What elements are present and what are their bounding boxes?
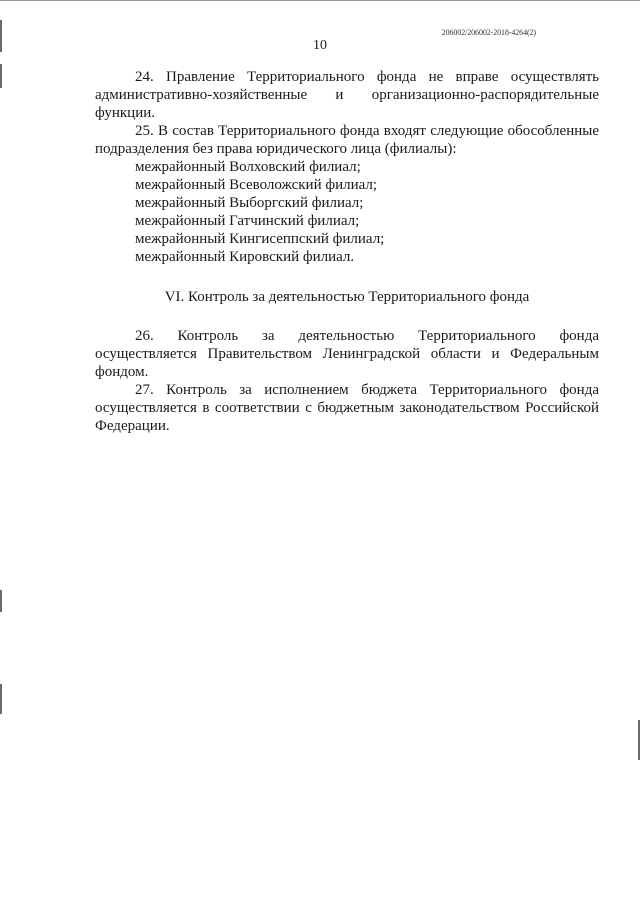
section-heading: VI. Контроль за деятельностью Территориального фонда: [164, 289, 530, 305]
paragraph-27: 27. Контроль за исполнением бюджета Территориального фонда осуществляется в соответствии с бюджетным законодательством Российской Федерации.: [95, 382, 599, 434]
paragraph-26: 26. Контроль за деятельностью Территориального фонда осуществляется Правительством Ленинградской области и Федеральным фондом.: [95, 328, 599, 380]
scan-edge-mark: [0, 590, 2, 612]
scan-edge-mark: [0, 64, 2, 88]
branch-item: межрайонный Волховский филиал;: [135, 159, 361, 175]
scan-edge-top: [0, 0, 640, 1]
branch-item: межрайонный Выборгский филиал;: [135, 195, 364, 211]
paragraph-25: 25. В состав Территориального фонда входят следующие обособленные подразделения без права юридического лица (филиалы):: [95, 123, 599, 157]
branch-item: межрайонный Гатчинский филиал;: [135, 213, 360, 229]
branch-item: межрайонный Кировский филиал.: [135, 249, 355, 265]
document-body: [95, 68, 599, 435]
page-number: 10: [313, 38, 327, 53]
branch-item: межрайонный Всеволожский филиал;: [135, 177, 378, 193]
paragraph-24: 24. Правление Территориального фонда не вправе осуществлять административно-хозяйственные и организационно-распорядительные функции.: [95, 69, 599, 121]
document-id: 206002/206002-2018-4264(2): [441, 28, 536, 37]
scan-edge-mark: [0, 684, 2, 714]
branch-item: межрайонный Кингисеппский филиал;: [135, 231, 385, 247]
